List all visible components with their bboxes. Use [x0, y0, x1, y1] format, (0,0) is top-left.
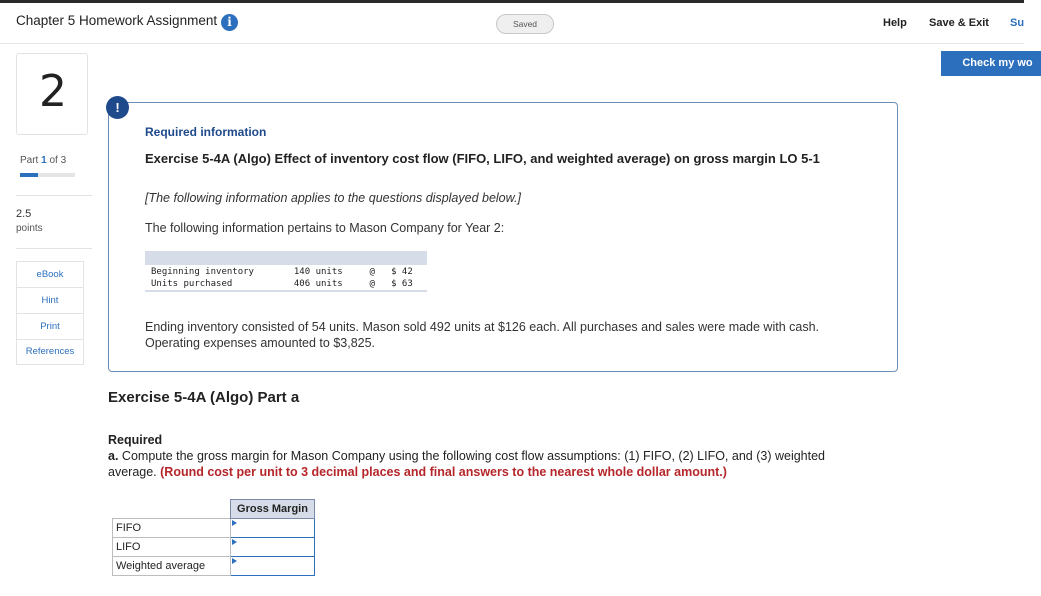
- part-suffix: of 3: [49, 155, 67, 166]
- part-heading: Exercise 5-4A (Algo) Part a: [108, 389, 300, 406]
- blank-header-cell: [113, 500, 231, 519]
- references-link[interactable]: References: [25, 346, 75, 357]
- input-marker-icon: [232, 520, 237, 526]
- input-marker-icon: [232, 558, 237, 564]
- sidebar-divider: [16, 248, 92, 249]
- help-link[interactable]: Help: [883, 17, 907, 29]
- saved-status-badge: Saved: [496, 14, 554, 34]
- weighted-average-answer-cell: [231, 557, 315, 576]
- ebook-link[interactable]: eBook: [17, 262, 83, 288]
- submit-link[interactable]: Su: [1010, 17, 1025, 29]
- ending-inventory-text: Ending inventory consisted of 54 units. Mason sold 492 units at $126 each. All purchases and sales were made with cash. Operating expenses amounted to $3,825.: [145, 320, 820, 350]
- inventory-cost: $ 63: [385, 278, 427, 291]
- inventory-table-header: [145, 251, 427, 265]
- check-my-work-button[interactable]: Check my wo: [941, 51, 1041, 76]
- fifo-answer-cell: [231, 519, 315, 538]
- part-prefix: Part: [20, 155, 39, 166]
- pertains-text: The following information pertains to Mason Company for Year 2:: [145, 221, 505, 235]
- instruction-text: Compute the gross margin for Mason Company using the following cost flow assumptions: (1) FIFO, (2) LIFO, and (3) weighted average.: [108, 449, 825, 479]
- lifo-answer-cell: [231, 538, 315, 557]
- sidebar-divider: [16, 195, 92, 196]
- inventory-qty: 140 units: [293, 266, 343, 277]
- points-value: 2.5: [16, 208, 32, 220]
- part-progress-fill: [20, 173, 38, 177]
- inventory-at: @: [369, 266, 375, 277]
- exercise-title: Exercise 5-4A (Algo) Effect of inventory cost flow (FIFO, LIFO, and weighted average) on gross margin LO 5-1: [145, 151, 820, 166]
- save-exit-link[interactable]: Save & Exit: [929, 17, 989, 29]
- gross-margin-header-row: [113, 500, 315, 519]
- gross-margin-header: Gross Margin: [231, 500, 315, 519]
- table-row: [113, 538, 315, 557]
- inventory-table: [145, 251, 427, 292]
- resource-links: [16, 261, 84, 365]
- weighted-average-gross-margin-input[interactable]: [231, 557, 314, 575]
- item-letter: a.: [108, 449, 119, 463]
- information-note: [The following information applies to the questions displayed below.]: [145, 191, 521, 205]
- part-progress-bar: [20, 173, 75, 177]
- weighted-average-label: Weighted average: [113, 557, 231, 576]
- lifo-label: LIFO: [113, 538, 231, 557]
- table-row: [145, 278, 427, 291]
- instructions: [108, 448, 868, 480]
- alert-icon: !: [106, 96, 129, 119]
- lifo-gross-margin-input[interactable]: [231, 538, 314, 556]
- table-row: [113, 519, 315, 538]
- fifo-gross-margin-input[interactable]: [231, 519, 314, 537]
- inventory-label: Units purchased: [145, 278, 288, 291]
- inventory-label: Beginning inventory: [151, 266, 254, 277]
- table-row: [113, 557, 315, 576]
- points-label: points: [16, 223, 43, 234]
- required-information-panel: [108, 102, 898, 372]
- part-indicator: [20, 155, 66, 166]
- gross-margin-table: [112, 499, 315, 576]
- part-current: 1: [41, 155, 47, 166]
- assignment-title: Chapter 5 Homework Assignment: [16, 13, 218, 28]
- rounding-note: (Round cost per unit to 3 decimal places and final answers to the nearest whole dollar amount.): [160, 465, 727, 479]
- top-bar: [0, 0, 1024, 44]
- fifo-label: FIFO: [113, 519, 231, 538]
- question-number-box: [16, 53, 88, 135]
- required-label: Required: [108, 433, 163, 447]
- inventory-cost: $ 42: [391, 266, 413, 277]
- question-number: 2: [39, 66, 67, 117]
- inventory-qty: 406 units: [288, 278, 364, 291]
- info-icon[interactable]: i: [221, 14, 238, 31]
- print-link[interactable]: Print: [17, 314, 83, 340]
- inventory-at: @: [363, 278, 385, 291]
- hint-link[interactable]: Hint: [17, 288, 83, 314]
- required-information-heading: Required information: [145, 125, 267, 139]
- table-row: [145, 265, 427, 278]
- input-marker-icon: [232, 539, 237, 545]
